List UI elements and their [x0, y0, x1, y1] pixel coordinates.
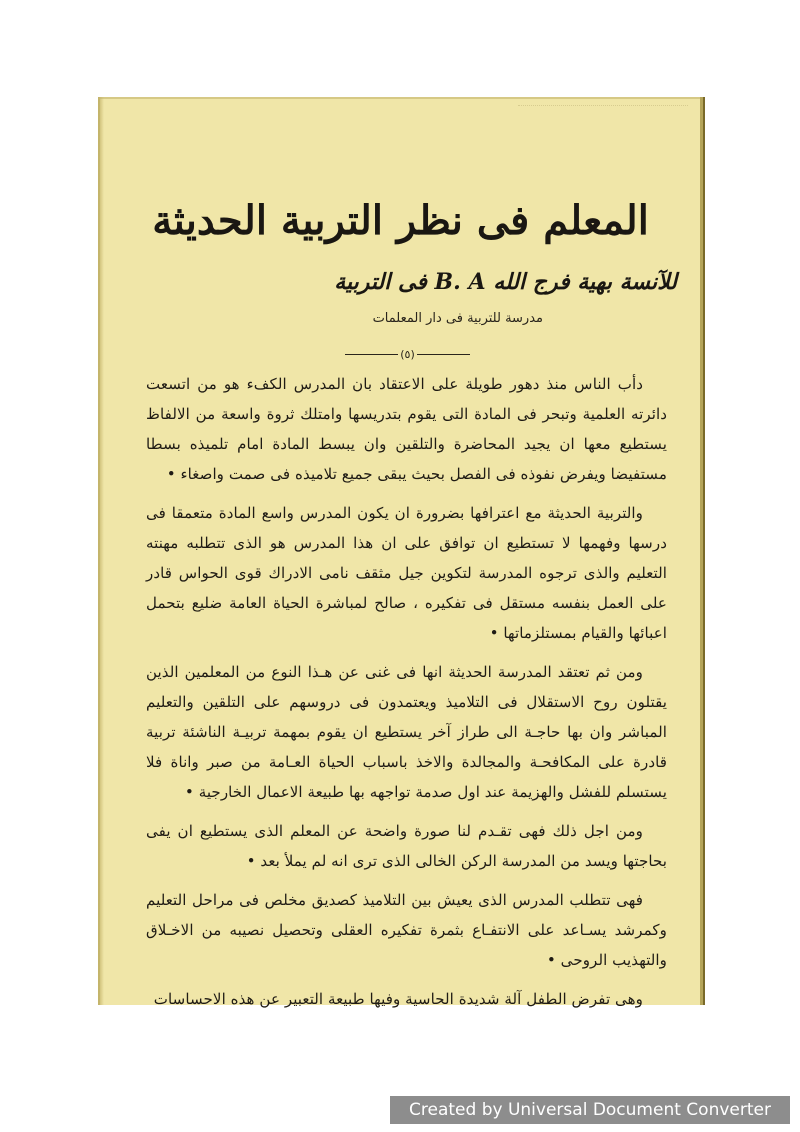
paragraph: والتربية الحديثة مع اعترافها بضرورة ان يكون المدرس واسع المادة متعمقا فى درسها وفهمها لا تستطيع ان توافق على ان هذا المدرس هو الذى تتطلبه مهنته التعليم والذى ترجوه المدرسة لتكوين جيل مثقف نامى الادراك قوى الحواس قادر على العمل بنفسه مستقل فى تفكيره ، صالح لمباشرة الحياة العامة ضليع بتحمل اعبائها والقيام بمستلزماتها • [146, 504, 667, 642]
paragraph: فهى تتطلب المدرس الذى يعيش بين التلاميذ كصديق مخلص فى مراحل التعليم وكمرشد يسـاعد على الانتفـاع بثمرة تفكيره العقلى وتحصيل نصيبه من الاخـلاق والتهذيب الروحى • [146, 891, 667, 969]
author-affiliation: مدرسة للتربية فى دار المعلمات [372, 311, 543, 326]
section-divider [345, 348, 470, 360]
article-title: المعلم فى نظر التربية الحديثة [152, 197, 649, 244]
divider-line-left [345, 354, 398, 355]
faint-bleedthrough [518, 105, 688, 124]
paragraph: ومن ثم تعتقد المدرسة الحديثة انها فى غنى عن هـذا النوع من المعلمين الذين يقتلون روح الاستقلال فى التلاميذ ويعتمدون فى دروسهم على التلقين والتعليم المباشر وان بها حاجـة الى طراز آخر يستطيع ان يقوم بمهمة تربيـة الناشئة تربية قادرة على المكافحـة والمجالدة والاخذ باسباب الحياة العـامة من صبر واناة فلا يستسلم للفشل والهزيمة عند اول صدمة تواجهه بها طبيعة الاعمال الخارجية • [146, 663, 667, 801]
article-author: للآنسة بهية فرج الله B. A فى التربية [334, 269, 677, 295]
divider-line-right [417, 354, 470, 355]
scanned-page [98, 97, 705, 1008]
article-body [146, 369, 667, 1023]
divider-mark: (٥) [400, 347, 415, 361]
paragraph: ومن اجل ذلك فهى تقـدم لنا صورة واضحة عن المعلم الذى يستطيع ان يفى بحاجتها ويسد من المدرسة الركن الخالى الذى ترى انه لم يملأ بعد • [146, 822, 667, 870]
converter-watermark: Created by Universal Document Converter [390, 1096, 790, 1124]
paragraph: وهى تفرض الطفل آلة شديدة الحاسية وفيها طبيعة التعبير عن هذه الاحساسات [153, 990, 643, 1008]
paragraph: دأب الناس منذ دهور طويلة على الاعتقاد بان المدرس الكفء هو من اتسعت دائرته العلمية وتبحر فى المادة التى يقوم بتدريسها وامتلك ثروة واسعة من الالفاظ يستطيع معها ان يجيد المحاضرة والتلقين وان يبسط المادة امام تلميذه بسطا مستفيضا ويفرض نفوذه فى الفصل بحيث يبقى جميع تلاميذه فى صمت واصغاء • [146, 375, 667, 483]
